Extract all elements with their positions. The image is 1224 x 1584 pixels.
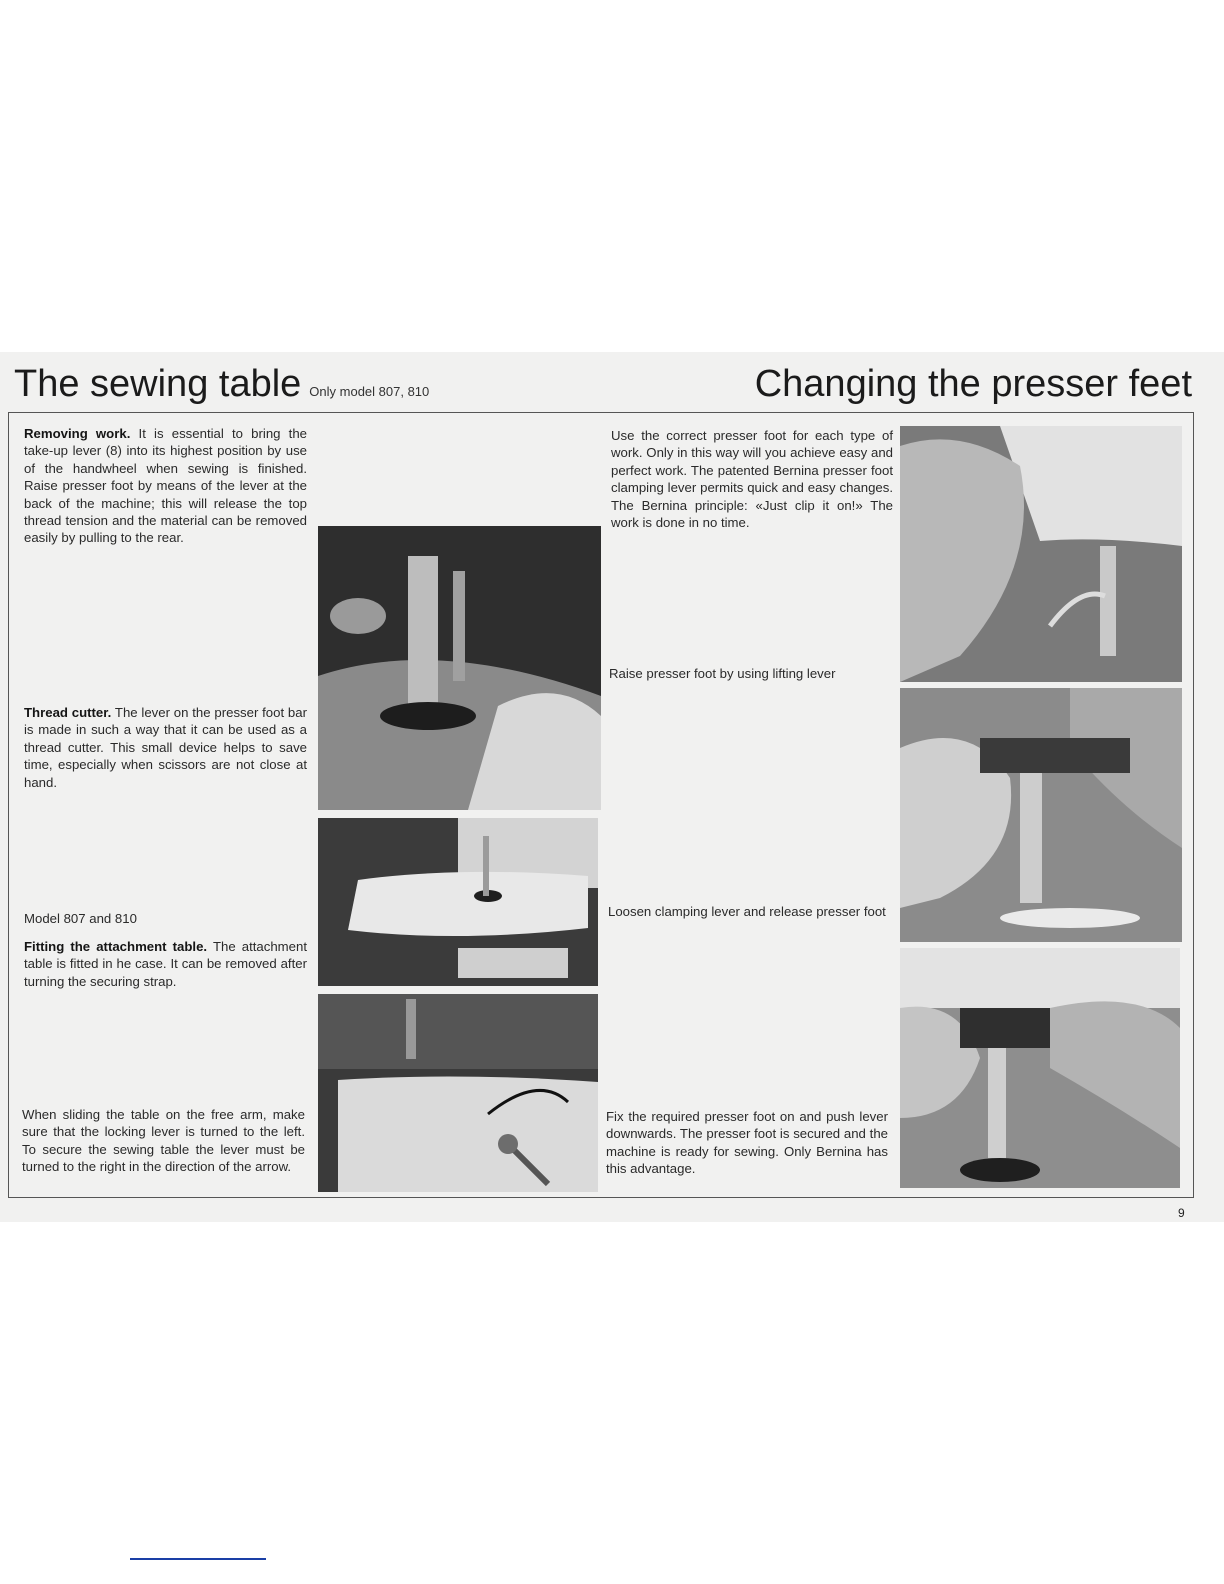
- right-page-title: Changing the presser feet: [754, 363, 1192, 405]
- photo-fix-presser-foot: [900, 948, 1180, 1188]
- removing-work-heading: Removing work.: [24, 426, 131, 441]
- model-note: Model 807 and 810: [24, 911, 137, 926]
- fitting-table-heading: Fitting the attachment table.: [24, 939, 208, 954]
- intro-paragraph: Use the correct presser foot for each type of work. Only in this way will you achieve easy and perfect work. The patented Bernina presser foot clamping lever permits quick and easy changes. The Bernina principle: «Just clip it on!» The work is done in no time.: [611, 428, 893, 531]
- presser-foot-photo-icon: [318, 526, 601, 810]
- caption-raise: Raise presser foot by using lifting lever: [609, 666, 836, 681]
- sliding-table-paragraph: When sliding the table on the free arm, make sure that the locking lever is turned to the left. To secure the sewing table the lever must be turned to the right in the direction of the arrow.: [22, 1107, 305, 1175]
- sewing-table-photo-icon: [318, 818, 598, 986]
- left-page-subtitle: Only model 807, 810: [309, 384, 430, 399]
- photo-lifting-lever: [900, 426, 1182, 682]
- caption-fix: Fix the required presser foot on and push lever downwards. The presser foot is secured and the machine is ready for sewing. Only Bernina has this advantage.: [606, 1109, 888, 1177]
- clamping-lever-photo-icon: [900, 688, 1182, 942]
- left-page-title: The sewing table Only model 807, 810: [14, 363, 430, 405]
- free-arm-photo-icon: [318, 994, 598, 1192]
- page-number: 9: [1178, 1206, 1185, 1220]
- photo-free-arm-lever: [318, 994, 598, 1192]
- caption-loosen: Loosen clamping lever and release presser foot: [608, 904, 886, 919]
- removing-work-paragraph: Removing work. It is essential to bring the take-up lever (8) into its highest position by use of the handwheel when sewing is finished. Raise presser foot by means of the lever at the back of the machine; this will release the top thread tension and the material can be removed easily by pulling to the rear.: [24, 426, 307, 546]
- lifting-lever-photo-icon: [900, 426, 1182, 682]
- photo-removing-work: [318, 526, 601, 810]
- fitting-table-paragraph: Fitting the attachment table. The attachment table is fitted in he case. It can be removed after turning the securing strap.: [24, 939, 308, 989]
- photo-clamping-lever: [900, 688, 1182, 942]
- footnote-rule: [130, 1558, 266, 1560]
- frame-left-edge: [8, 412, 9, 1198]
- photo-attachment-table: [318, 818, 598, 986]
- thread-cutter-heading: Thread cutter.: [24, 705, 112, 720]
- fix-presser-foot-photo-icon: [900, 948, 1180, 1188]
- thread-cutter-paragraph: Thread cutter. The lever on the presser foot bar is made in such a way that it can be used as a thread cutter. This small device helps to save time, especially when scissors are not close at hand.: [24, 705, 307, 790]
